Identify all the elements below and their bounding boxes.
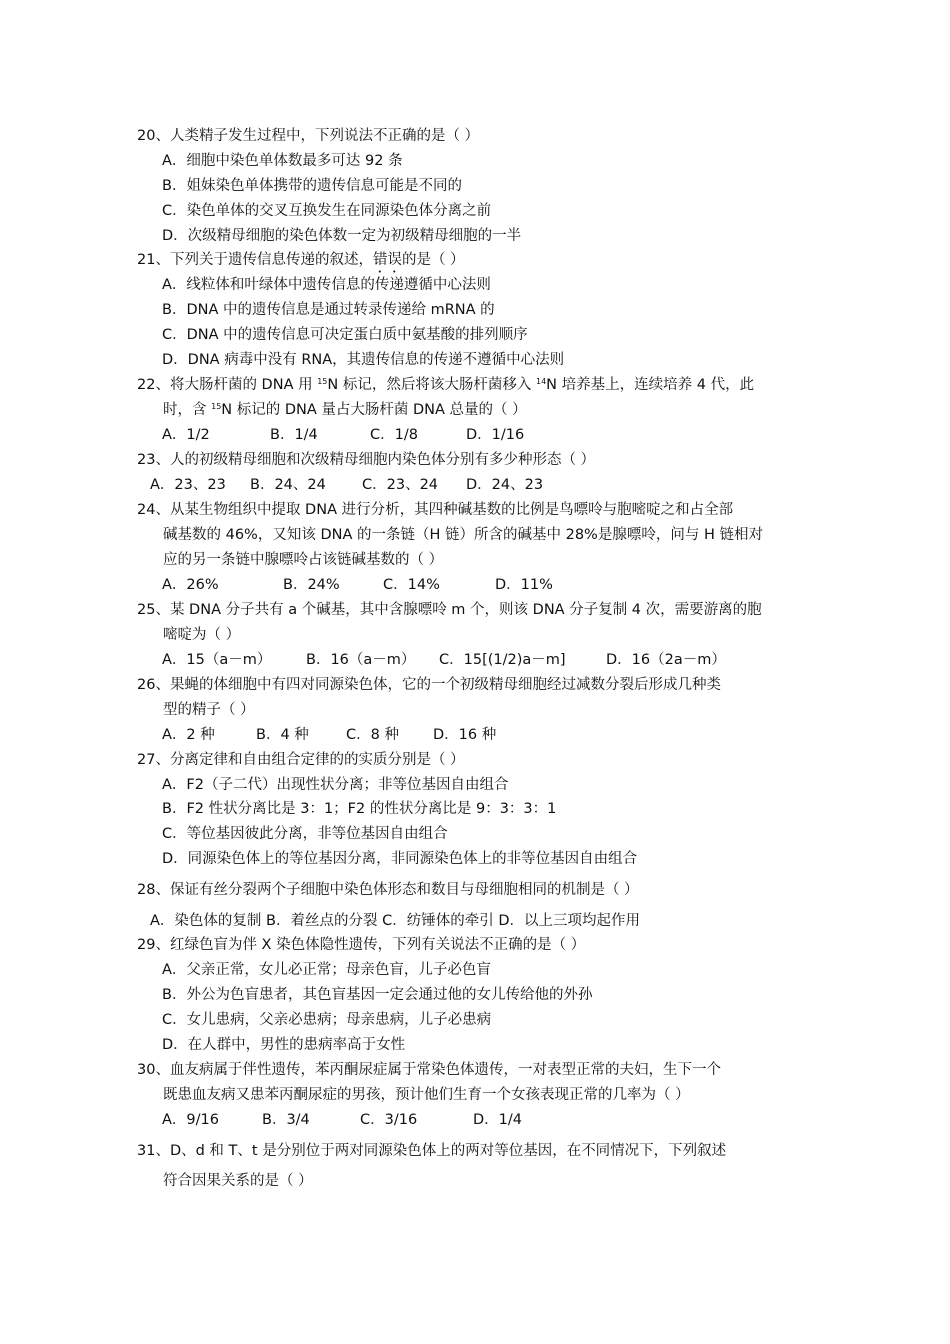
q21-stem-pre: 21、下列关于遗传信息传递的叙述， <box>137 252 373 268</box>
q26-option-c: C．8 种 <box>346 727 399 743</box>
q22-stem-line1 <box>137 375 754 395</box>
q22-text: N 标记的 DNA 量占大肠杆菌 DNA 总量的（ ） <box>221 402 527 418</box>
q22-text: N 标记，然后将该大肠杆菌移入 <box>327 377 536 393</box>
q31-stem-line2: 符合因果关系的是（ ） <box>163 1173 313 1189</box>
q22-stem-line2 <box>163 400 527 420</box>
q30-stem-line1: 30、血友病属于伴性遗传，苯丙酮尿症属于常染色体遗传，一对表型正常的夫妇，生下一个 <box>137 1062 721 1078</box>
q24-stem-line3: 应的另一条链中腺嘌呤占该链碱基数的（ ） <box>163 552 444 568</box>
q20-option-d: D．次级精母细胞的染色体数一定为初级精母细胞的一半 <box>162 228 522 244</box>
q25-option-b: B．16（a－m） <box>306 652 416 668</box>
q23-stem: 23、人的初级精母细胞和次级精母细胞内染色体分别有多少种形态（ ） <box>137 452 596 468</box>
q30-option-b: B．3/4 <box>262 1112 310 1128</box>
q23-option-c: C．23、24 <box>362 477 439 493</box>
q26-option-d: D．16 种 <box>433 727 497 743</box>
q27-option-a: A．F2（子二代）出现性状分离；非等位基因自由组合 <box>162 777 509 793</box>
q28-options: A．染色体的复制 B．着丝点的分裂 C．纺锤体的牵引 D．以上三项均起作用 <box>150 913 640 929</box>
q21-option-c: C．DNA 中的遗传信息可决定蛋白质中氨基酸的排列顺序 <box>162 327 528 343</box>
q29-option-a: A．父亲正常，女儿必正常；母亲色盲，儿子必色盲 <box>162 962 491 978</box>
q22-option-c: C．1/8 <box>370 427 418 443</box>
q21-option-a: A．线粒体和叶绿体中遗传信息的传递遵循中心法则 <box>162 277 491 293</box>
q27-option-b: B．F2 性状分离比是 3：1；F2 的性状分离比是 9：3：3：1 <box>162 801 557 817</box>
q22-sup: 15 <box>317 377 328 386</box>
q27-option-c: C．等位基因彼此分离，非等位基因自由组合 <box>162 826 448 842</box>
q22-option-d: D．1/16 <box>466 427 525 443</box>
q22-sup: 14 <box>535 377 547 386</box>
q22-text: 22、将大肠杆菌的 DNA 用 <box>137 377 318 393</box>
q21-option-b: B．DNA 中的遗传信息是通过转录传递给 mRNA 的 <box>162 302 495 318</box>
q30-stem-line2: 既患血友病又患苯丙酮尿症的男孩，预计他们生育一个女孩表现正常的几率为（ ） <box>163 1087 690 1103</box>
q21-option-d: D．DNA 病毒中没有 RNA，其遗传信息的传递不遵循中心法则 <box>162 352 565 368</box>
q25-option-d: D．16（2a－m） <box>606 652 726 668</box>
q24-option-a: A．26% <box>162 577 219 593</box>
q30-option-c: C．3/16 <box>360 1112 418 1128</box>
q24-option-d: D．11% <box>495 577 553 593</box>
q28-stem: 28、保证有丝分裂两个子细胞中染色体形态和数目与母细胞相同的机制是（ ） <box>137 882 639 898</box>
q21-stem-emphasis: 错误 <box>372 252 402 268</box>
q23-option-d: D．24、23 <box>466 477 544 493</box>
q26-stem-line2: 型的精子（ ） <box>163 702 255 718</box>
q22-text: N 培养基上，连续培养 4 代，此 <box>546 377 755 393</box>
q22-text: 时，含 <box>163 402 212 418</box>
q26-stem-line1: 26、果蝇的体细胞中有四对同源染色体，它的一个初级精母细胞经过减数分裂后形成几种类 <box>137 677 721 693</box>
q25-option-c: C．15[(1/2)a－m] <box>439 652 566 668</box>
q29-option-c: C．女儿患病，父亲必患病；母亲患病，儿子必患病 <box>162 1012 492 1028</box>
q24-stem-line1: 24、从某生物组织中提取 DNA 进行分析，其四种碱基数的比例是鸟嘌呤与胞嘧啶之和占全部 <box>137 502 734 518</box>
q25-option-a: A．15（a－m） <box>162 652 272 668</box>
q27-option-d: D．同源染色体上的等位基因分离，非同源染色体上的非等位基因自由组合 <box>162 851 638 867</box>
q20-option-c: C．染色单体的交叉互换发生在同源染色体分离之前 <box>162 203 492 219</box>
q23-option-a: A．23、23 <box>150 477 226 493</box>
q25-stem-line2: 嘧啶为（ ） <box>163 627 241 643</box>
q20-option-b: B．姐妹染色单体携带的遗传信息可能是不同的 <box>162 178 462 194</box>
q26-option-a: A．2 种 <box>162 727 215 743</box>
q24-option-b: B．24% <box>283 577 340 593</box>
q25-stem-line1: 25、某 DNA 分子共有 a 个碱基，其中含腺嘌呤 m 个，则该 DNA 分子复制 4 次，需要游离的胞 <box>137 602 762 618</box>
q22-option-a: A．1/2 <box>162 427 210 443</box>
q21-stem-post: 的是（ ） <box>401 252 465 268</box>
q20-stem: 20、人类精子发生过程中，下列说法不正确的是（ ） <box>137 128 480 144</box>
q30-option-a: A．9/16 <box>162 1112 219 1128</box>
q29-option-d: D．在人群中，男性的患病率高于女性 <box>162 1037 406 1053</box>
q29-stem: 29、红绿色盲为伴 X 染色体隐性遗传，下列有关说法不正确的是（ ） <box>137 937 586 953</box>
q24-stem-line2: 碱基数的 46%，又知该 DNA 的一条链（H 链）所含的碱基中 28%是腺嘌呤，问与 H 链相对 <box>163 527 763 543</box>
q30-option-d: D．1/4 <box>473 1112 523 1128</box>
q22-sup: 15 <box>211 402 222 411</box>
q26-option-b: B．4 种 <box>256 727 309 743</box>
q27-stem: 27、分离定律和自由组合定律的的实质分别是（ ） <box>137 752 465 768</box>
q29-option-b: B．外公为色盲患者，其色盲基因一定会通过他的女儿传给他的外孙 <box>162 987 593 1003</box>
q21-stem <box>137 250 465 276</box>
q23-option-b: B．24、24 <box>250 477 326 493</box>
q24-option-c: C．14% <box>383 577 440 593</box>
q22-option-b: B．1/4 <box>270 427 318 443</box>
q31-stem-line1: 31、D、d 和 T、t 是分别位于两对同源染色体上的两对等位基因，在不同情况下，下列叙述 <box>137 1143 727 1159</box>
q20-option-a: A．细胞中染色单体数最多可达 92 条 <box>162 153 403 169</box>
